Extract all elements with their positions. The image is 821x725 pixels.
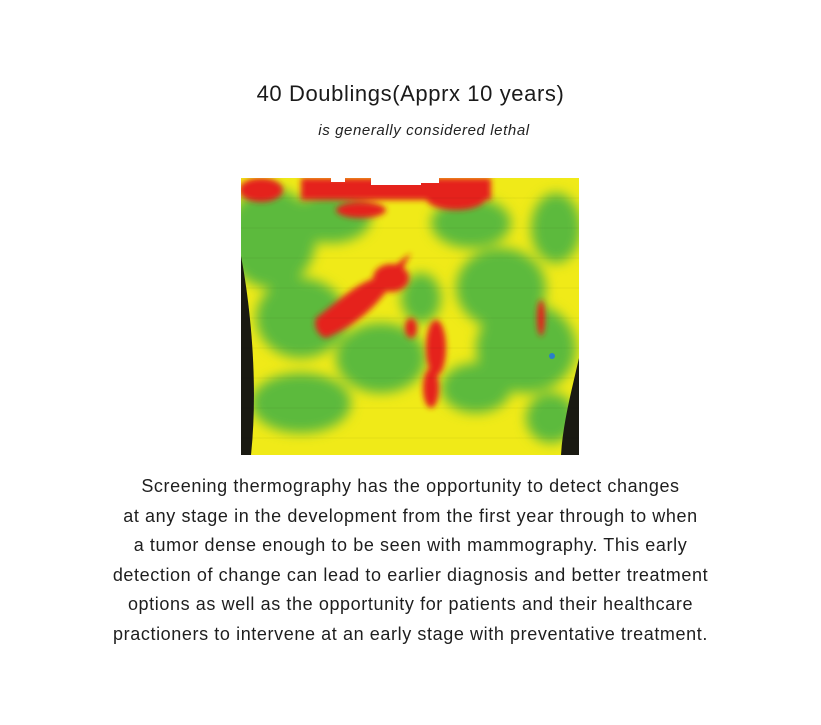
thermography-scan-graphic [241, 178, 579, 455]
description-line: options as well as the opportunity for patients and their healthcare [127, 594, 694, 615]
description-line: practioners to intervene at an early stage with preventative treatment. [113, 623, 708, 644]
description-paragraph [0, 472, 821, 650]
page-title: 40 Doublings(Apprx 10 years) [256, 81, 565, 106]
description-line: detection of change can lead to earlier diagnosis and better treatment [112, 564, 709, 585]
thermo-blue-spot [549, 353, 555, 359]
description-line: a tumor dense enough to be seen with mammography. This early [133, 535, 688, 556]
page-subtitle: is generally considered lethal [318, 122, 530, 139]
thermography-image [241, 178, 579, 455]
description-line: at any stage in the development from the first year through to when [123, 505, 698, 526]
description-line: Screening thermography has the opportunity to detect changes [141, 476, 680, 496]
